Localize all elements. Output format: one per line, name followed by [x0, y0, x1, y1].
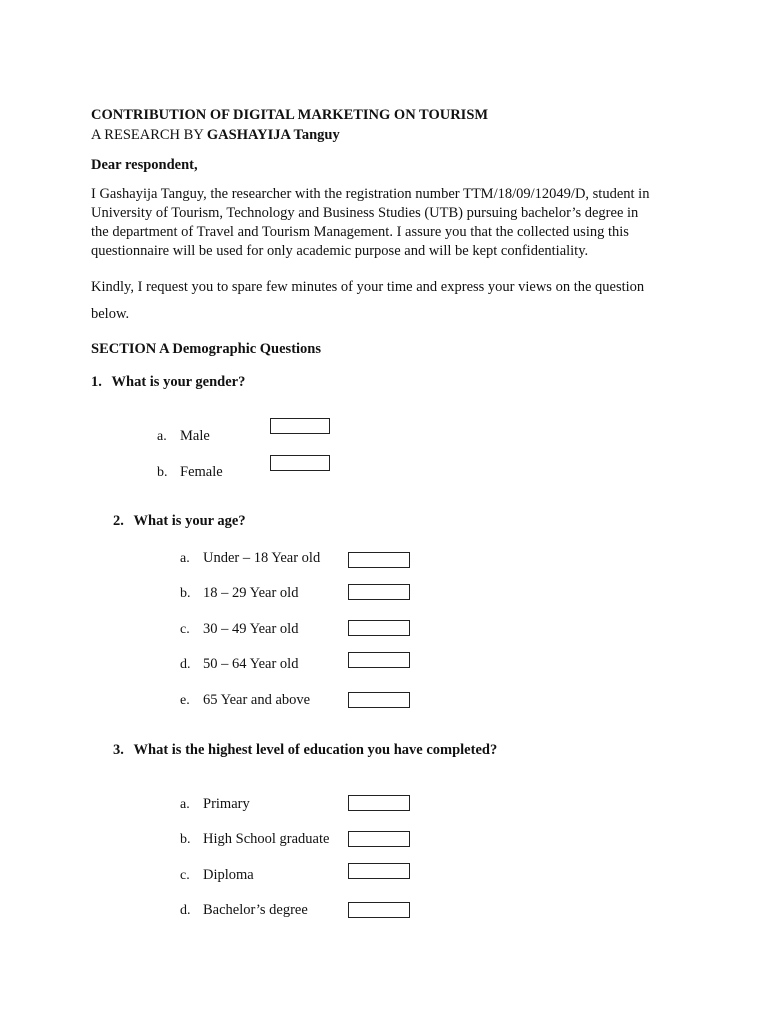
- education-primary-checkbox[interactable]: [348, 795, 410, 811]
- age-65-above-checkbox[interactable]: [348, 692, 410, 708]
- question-3: [113, 742, 497, 759]
- option-label: Primary: [203, 796, 250, 812]
- age-30-49-checkbox[interactable]: [348, 620, 410, 636]
- option-label: Male: [180, 428, 210, 444]
- intro-paragraph: [91, 185, 691, 261]
- option-label: High School graduate: [203, 831, 330, 847]
- option-letter: d.: [180, 657, 191, 672]
- option-label: Bachelor’s degree: [203, 902, 308, 918]
- option-label: Under – 18 Year old: [203, 550, 321, 566]
- education-bachelors-checkbox[interactable]: [348, 902, 410, 918]
- option-label: 65 Year and above: [203, 692, 311, 708]
- option-label: 18 – 29 Year old: [203, 585, 299, 601]
- option-label: Female: [180, 464, 223, 480]
- intro-line: questionnaire will be used for only academic purpose and will be kept confidentiality.: [91, 243, 589, 259]
- option-letter: a.: [157, 429, 167, 444]
- education-diploma-checkbox[interactable]: [348, 863, 410, 879]
- option-letter: c.: [180, 622, 190, 637]
- document-title: CONTRIBUTION OF DIGITAL MARKETING ON TOURISM: [91, 107, 489, 123]
- request-line: Kindly, I request you to spare few minutes of your time and express your views on the question: [91, 279, 645, 295]
- question-number: 2.: [113, 513, 124, 529]
- intro-line: the department of Travel and Tourism Management. I assure you that the collected using this: [91, 224, 629, 240]
- question-number: 1.: [91, 374, 102, 390]
- option-label: Diploma: [203, 867, 254, 883]
- request-line: below.: [91, 306, 130, 322]
- option-letter: a.: [180, 551, 190, 566]
- question-text: What is the highest level of education you have completed?: [133, 742, 498, 758]
- question-2: [113, 513, 246, 530]
- option-letter: c.: [180, 868, 190, 883]
- option-letter: b.: [180, 586, 191, 601]
- age-18-29-checkbox[interactable]: [348, 584, 410, 600]
- option-letter: e.: [180, 693, 190, 708]
- byline-prefix: A RESEARCH BY: [91, 127, 204, 143]
- section-a-title: SECTION A Demographic Questions: [91, 341, 322, 357]
- question-text: What is your age?: [133, 513, 246, 529]
- gender-male-checkbox[interactable]: [270, 418, 330, 434]
- byline-author: GASHAYIJA Tanguy: [206, 127, 340, 143]
- option-letter: a.: [180, 797, 190, 812]
- education-high-school-checkbox[interactable]: [348, 831, 410, 847]
- option-letter: b.: [180, 832, 191, 847]
- greeting: Dear respondent,: [91, 157, 198, 173]
- question-text: What is your gender?: [111, 374, 246, 390]
- intro-line: I Gashayija Tanguy, the researcher with the registration number TTM/18/09/12049/D, student in: [91, 186, 650, 202]
- question-1: [91, 374, 245, 391]
- gender-female-checkbox[interactable]: [270, 455, 330, 471]
- age-50-64-checkbox[interactable]: [348, 652, 410, 668]
- age-under-18-checkbox[interactable]: [348, 552, 410, 568]
- option-label: 50 – 64 Year old: [203, 656, 299, 672]
- byline: [91, 127, 340, 144]
- request-paragraph: [91, 274, 691, 328]
- option-label: 30 – 49 Year old: [203, 621, 299, 637]
- intro-line: University of Tourism, Technology and Business Studies (UTB) pursuing bachelor’s degree in: [91, 205, 639, 221]
- option-letter: d.: [180, 903, 191, 918]
- question-number: 3.: [113, 742, 124, 758]
- option-letter: b.: [157, 465, 168, 480]
